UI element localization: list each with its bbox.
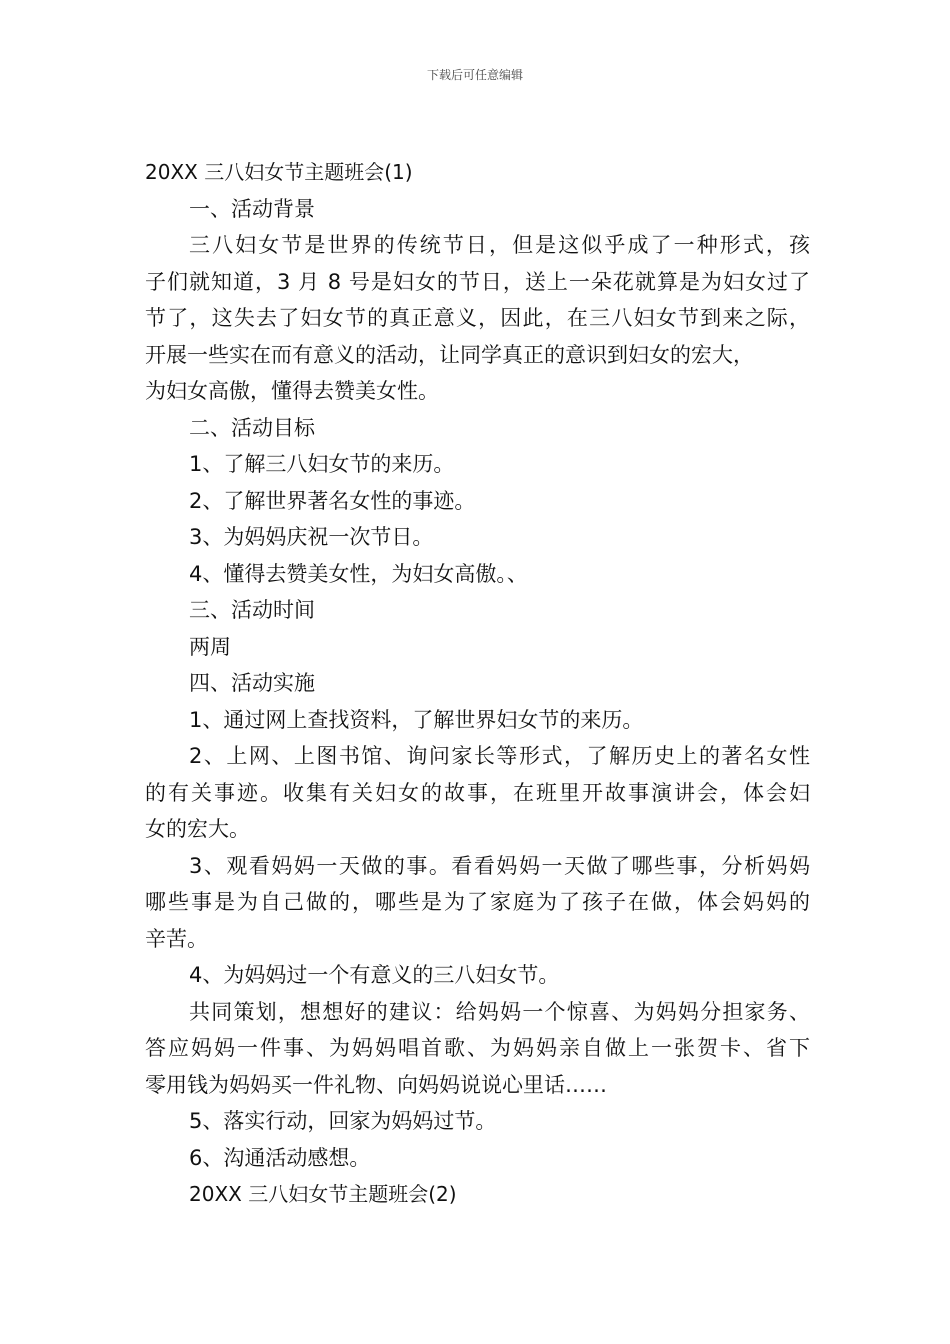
paragraph-line: 共同策划，想想好的建议：给妈妈一个惊喜、为妈妈分担家务、 — [189, 999, 810, 1024]
section-heading-goals: 二、活动目标 — [189, 415, 315, 440]
paragraph-line: 三八妇女节是世界的传统节日，但是这似乎成了一种形式，孩 — [189, 233, 810, 257]
paragraph-line: 女的宏大。 — [145, 817, 250, 841]
paragraph-line: 答应妈妈一件事、为妈妈唱首歌、为妈妈亲自做上一张贺卡、省下 — [145, 1036, 810, 1060]
paragraph-line: 开展一些实在而有意义的活动，让同学真正的意识到妇女的宏大， — [145, 342, 754, 367]
doc-subtitle: 20XX 三八妇女节主题班会(2) — [189, 1182, 457, 1206]
doc-title: 20XX 三八妇女节主题班会(1) — [145, 160, 413, 184]
paragraph-line: 辛苦。 — [145, 926, 208, 951]
paragraph-line: 零用钱为妈妈买一件礼物、向妈妈说说心里话…… — [145, 1072, 607, 1097]
section-heading-background: 一、活动背景 — [189, 196, 315, 221]
list-item: 4、懂得去赞美女性，为妇女高傲。、 — [189, 561, 528, 586]
list-item: 2、了解世界著名女性的事迹。 — [189, 488, 476, 513]
list-item: 4、为妈妈过一个有意义的三八妇女节。 — [189, 963, 560, 987]
list-item: 1、通过网上查找资料，了解世界妇女节的来历。 — [189, 707, 644, 732]
paragraph-line: 两周 — [189, 634, 231, 659]
paragraph-line: 的有关事迹。收集有关妇女的故事，在班里开故事演讲会，体会妇 — [145, 780, 810, 805]
section-heading-time: 三、活动时间 — [189, 598, 315, 622]
list-item: 3、观看妈妈一天做的事。看看妈妈一天做了哪些事，分析妈妈 — [189, 853, 810, 878]
paragraph-line: 子们就知道，3 月 8 号是妇女的节日，送上一朵花就算是为妇女过了 — [145, 269, 810, 294]
list-item: 5、落实行动，回家为妈妈过节。 — [189, 1109, 497, 1133]
paragraph-line: 为妇女高傲，懂得去赞美女性。 — [145, 379, 439, 403]
paragraph-line: 哪些事是为自己做的，哪些是为了家庭为了孩子在做，体会妈妈的 — [145, 890, 810, 914]
list-item: 1、了解三八妇女节的来历。 — [189, 452, 455, 476]
list-item: 6、沟通活动感想。 — [189, 1145, 371, 1170]
paragraph-line: 节了，这失去了妇女节的真正意义，因此，在三八妇女节到来之际， — [145, 306, 810, 330]
list-item: 2、上网、上图书馆、询问家长等形式，了解历史上的著名女性 — [189, 744, 810, 768]
document-body — [145, 154, 810, 1213]
page-header: 下载后可任意编辑 — [426, 68, 523, 82]
section-heading-implementation: 四、活动实施 — [189, 671, 315, 695]
list-item: 3、为妈妈庆祝一次节日。 — [189, 525, 434, 549]
